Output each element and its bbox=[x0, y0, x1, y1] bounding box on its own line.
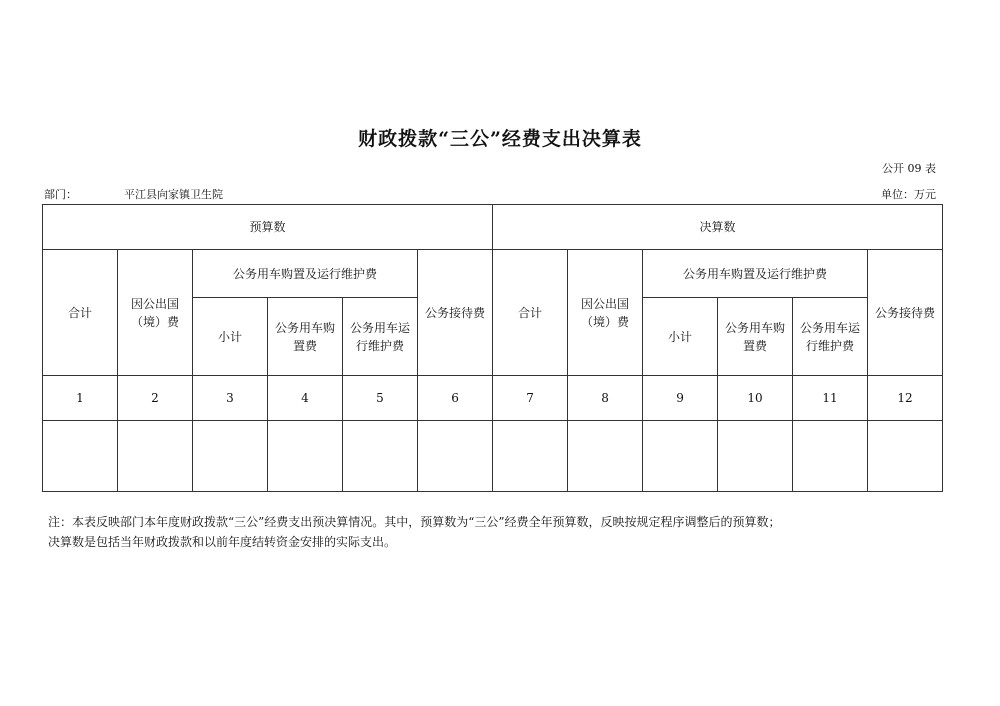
col-number-cell: 11 bbox=[793, 376, 868, 421]
final-abroad-header: 因公出国（境）费 bbox=[568, 250, 643, 376]
budget-subtotal-header: 小计 bbox=[193, 298, 268, 376]
budget-vehicle-purchase-header: 公务用车购置费 bbox=[268, 298, 343, 376]
final-vehicle-group-header: 公务用车购置及运行维护费 bbox=[643, 250, 868, 298]
col-number-cell: 5 bbox=[343, 376, 418, 421]
data-cell bbox=[718, 421, 793, 492]
footnote-line-2: 决算数是包括当年财政拨款和以前年度结转资金安排的实际支出。 bbox=[48, 535, 397, 549]
final-header: 决算数 bbox=[493, 205, 943, 250]
col-number-cell: 4 bbox=[268, 376, 343, 421]
final-total-header: 合计 bbox=[493, 250, 568, 376]
column-number-row bbox=[43, 376, 943, 421]
data-cell bbox=[643, 421, 718, 492]
col-number-cell: 12 bbox=[868, 376, 943, 421]
col-number-cell: 9 bbox=[643, 376, 718, 421]
final-vehicle-maintenance-header: 公务用车运行维护费 bbox=[793, 298, 868, 376]
final-subtotal-header: 小计 bbox=[643, 298, 718, 376]
footnote-line-1: 注：本表反映部门本年度财政拨款“三公”经费支出预决算情况。其中，预算数为“三公”经费全年预算数，反映按规定程序调整后的预算数； bbox=[48, 515, 781, 529]
budget-abroad-header: 因公出国（境）费 bbox=[118, 250, 193, 376]
col-number-cell: 1 bbox=[43, 376, 118, 421]
data-cell bbox=[418, 421, 493, 492]
department-name: 平江县向家镇卫生院 bbox=[124, 188, 223, 201]
data-cell bbox=[193, 421, 268, 492]
table-row bbox=[43, 421, 943, 492]
budget-vehicle-maintenance-header: 公务用车运行维护费 bbox=[343, 298, 418, 376]
final-vehicle-purchase-header: 公务用车购置费 bbox=[718, 298, 793, 376]
data-cell bbox=[568, 421, 643, 492]
three-public-expenses-table bbox=[42, 204, 943, 492]
data-cell bbox=[493, 421, 568, 492]
data-cell bbox=[118, 421, 193, 492]
data-cell bbox=[343, 421, 418, 492]
final-reception-header: 公务接待费 bbox=[868, 250, 943, 376]
budget-vehicle-group-header: 公务用车购置及运行维护费 bbox=[193, 250, 418, 298]
form-number: 公开 09 表 bbox=[882, 162, 936, 175]
footnote bbox=[48, 512, 948, 552]
col-number-cell: 7 bbox=[493, 376, 568, 421]
col-number-cell: 2 bbox=[118, 376, 193, 421]
table-header-row-2 bbox=[43, 250, 943, 298]
col-number-cell: 3 bbox=[193, 376, 268, 421]
col-number-cell: 10 bbox=[718, 376, 793, 421]
data-cell bbox=[268, 421, 343, 492]
col-number-cell: 6 bbox=[418, 376, 493, 421]
col-number-cell: 8 bbox=[568, 376, 643, 421]
page-title: 财政拨款“三公”经费支出决算表 bbox=[358, 128, 642, 150]
data-cell bbox=[43, 421, 118, 492]
data-cell bbox=[793, 421, 868, 492]
unit-label: 单位：万元 bbox=[881, 188, 936, 201]
budget-reception-header: 公务接待费 bbox=[418, 250, 493, 376]
budget-total-header: 合计 bbox=[43, 250, 118, 376]
data-cell bbox=[868, 421, 943, 492]
budget-header: 预算数 bbox=[43, 205, 493, 250]
department-label: 部门： bbox=[44, 188, 77, 201]
table-header-row-1 bbox=[43, 205, 943, 250]
